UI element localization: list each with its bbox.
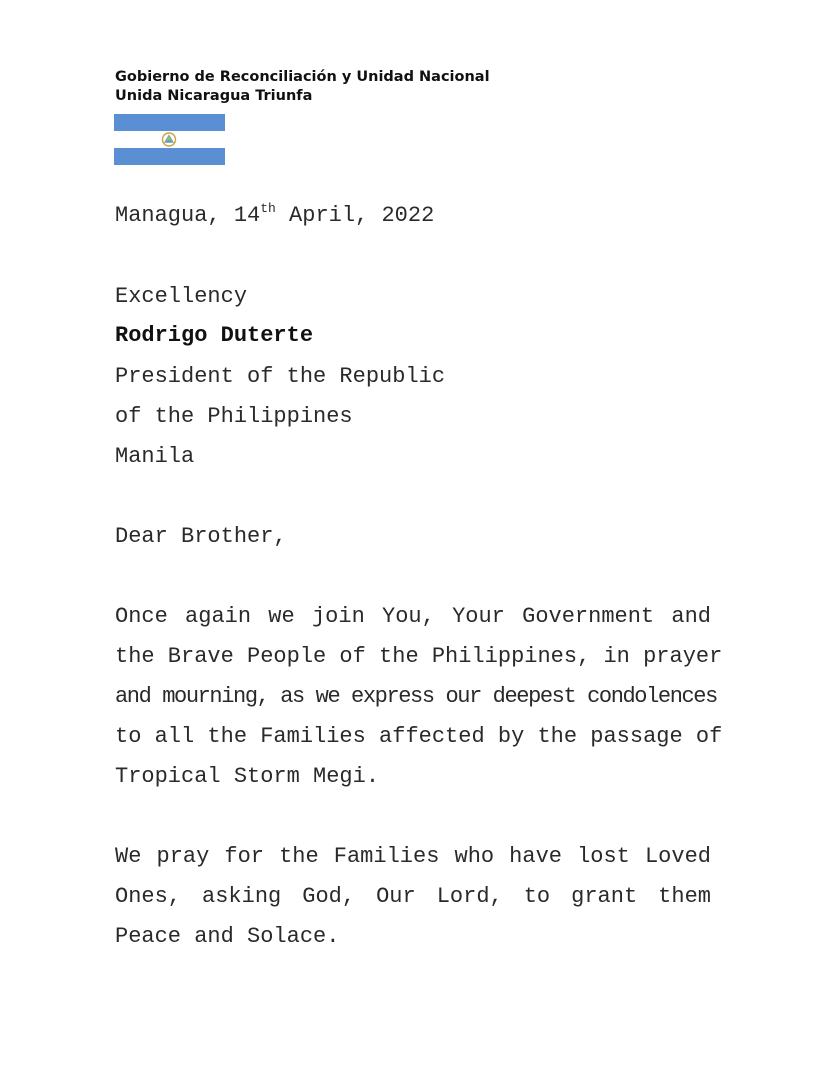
- paragraph-1-line: the Brave People of the Philippines, in prayer: [115, 644, 723, 669]
- recipient-position-line1: President of the Republic: [115, 364, 446, 389]
- paragraph-2-line: We pray for the Families who have lost Loved: [115, 844, 711, 869]
- paragraph-1-line: Once again we join You, Your Government and: [115, 604, 711, 629]
- letterhead: [115, 68, 490, 106]
- flag-top-band: [114, 114, 225, 131]
- letterhead-government-name: Gobierno de Reconciliación y Unidad Nacional: [115, 69, 490, 85]
- paragraph-2-line: Ones, asking God, Our Lord, to grant them: [115, 884, 711, 909]
- paragraph-1-line: to all the Families affected by the passage of: [115, 724, 723, 749]
- letter-date: [115, 202, 434, 230]
- greeting: Dear Brother,: [115, 524, 287, 549]
- recipient-city: Manila: [115, 444, 195, 469]
- date-month-year: April, 2022: [275, 203, 435, 228]
- flag-bottom-band: [114, 148, 225, 165]
- recipient-title: Excellency: [115, 284, 248, 309]
- date-ordinal-suffix: th: [260, 201, 276, 216]
- paragraph-1-line: and mourning, as we express our deepest condolences: [115, 684, 717, 709]
- recipient-position-line2: of the Philippines: [115, 404, 353, 429]
- nicaragua-flag-icon: [114, 114, 225, 165]
- recipient-name: Rodrigo Duterte: [115, 323, 314, 348]
- paragraph-1-line: Tropical Storm Megi.: [115, 764, 380, 789]
- letterhead-motto: Unida Nicaragua Triunfa: [115, 88, 313, 104]
- date-city-day: Managua, 14: [115, 203, 261, 228]
- paragraph-2-line: Peace and Solace.: [115, 924, 340, 949]
- coat-of-arms-icon: [158, 131, 180, 148]
